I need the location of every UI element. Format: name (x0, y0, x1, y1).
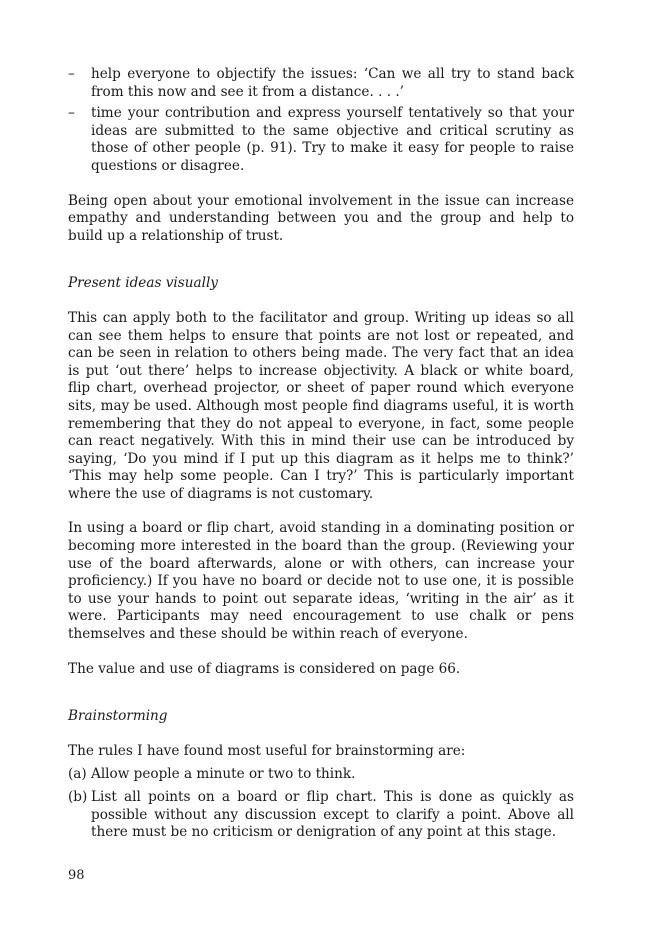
paragraph-visual-2: In using a board or flip chart, avoid standing in a dominating position or becoming more interested in the board than the group. (Reviewing your use of the board afterwards, alone or with others, can increase your proficiency.) If you have no board or decide not to use one, it is possible to use your hands to point out separate ideas, ‘writing in the air’ as it were. Participants may need encouragement to use chalk or pens themselves and these should be within reach of everyone. (68, 520, 574, 643)
bullet-marker: – (68, 105, 75, 122)
rule-marker: (b) (68, 789, 88, 805)
paragraph-visual-3: The value and use of diagrams is considered on page 66. (68, 660, 461, 677)
bullet-item (68, 66, 574, 101)
paragraph-brainstorm-intro: The rules I have found most useful for brainstorming are: (68, 742, 466, 759)
bullet-item (68, 105, 574, 175)
bullet-text: time your contribution and express yourself tentatively so that your ideas are submitted to the same objective and critical scrutiny as those of other people (p. 91). Try to make it easy for people to raise questions or disagree. (91, 105, 574, 174)
section-heading-brainstorming: Brainstorming (68, 708, 168, 725)
rule-text: List all points on a board or flip chart. This is done as quickly as possible without any discussion except to clarify a point. Above all there must be no criticism or denigration of any point at this stage. (91, 789, 574, 841)
paragraph-visual-1: This can apply both to the facilitator and group. Writing up ideas so all can see them helps to ensure that points are not lost or repeated, and can be seen in relation to others being made. The very fact that an idea is put ‘out there’ helps to increase objectivity. A black or white board, flip chart, overhead projector, or sheet of paper round which everyone sits, may be used. Although most people find diagrams useful, it is worth remembering that they do not appeal to everyone, in fact, some people can react negatively. With this in mind their use can be introduced by saying, ‘Do you mind if I put up this diagram as it helps me to think?’ ‘This may help some people. Can I try?’ This is particularly important where the use of diagrams is not customary. (68, 309, 574, 502)
rule-text: Allow people a minute or two to think. (91, 766, 356, 783)
section-heading-present-ideas: Present ideas visually (68, 275, 218, 292)
rule-item (68, 789, 574, 842)
page-number: 98 (68, 868, 85, 883)
rule-marker: (a) (68, 766, 87, 783)
page-body (68, 66, 574, 842)
rule-item (68, 766, 574, 784)
paragraph-emotional-involvement: Being open about your emotional involvement in the issue can increase empathy and understanding between you and the group and help to build up a relationship of trust. (68, 192, 574, 244)
bullet-text: help everyone to objectify the issues: ‘Can we all try to stand back from this now and see it from a distance. . . .’ (91, 66, 574, 100)
bullet-marker: – (68, 66, 75, 82)
